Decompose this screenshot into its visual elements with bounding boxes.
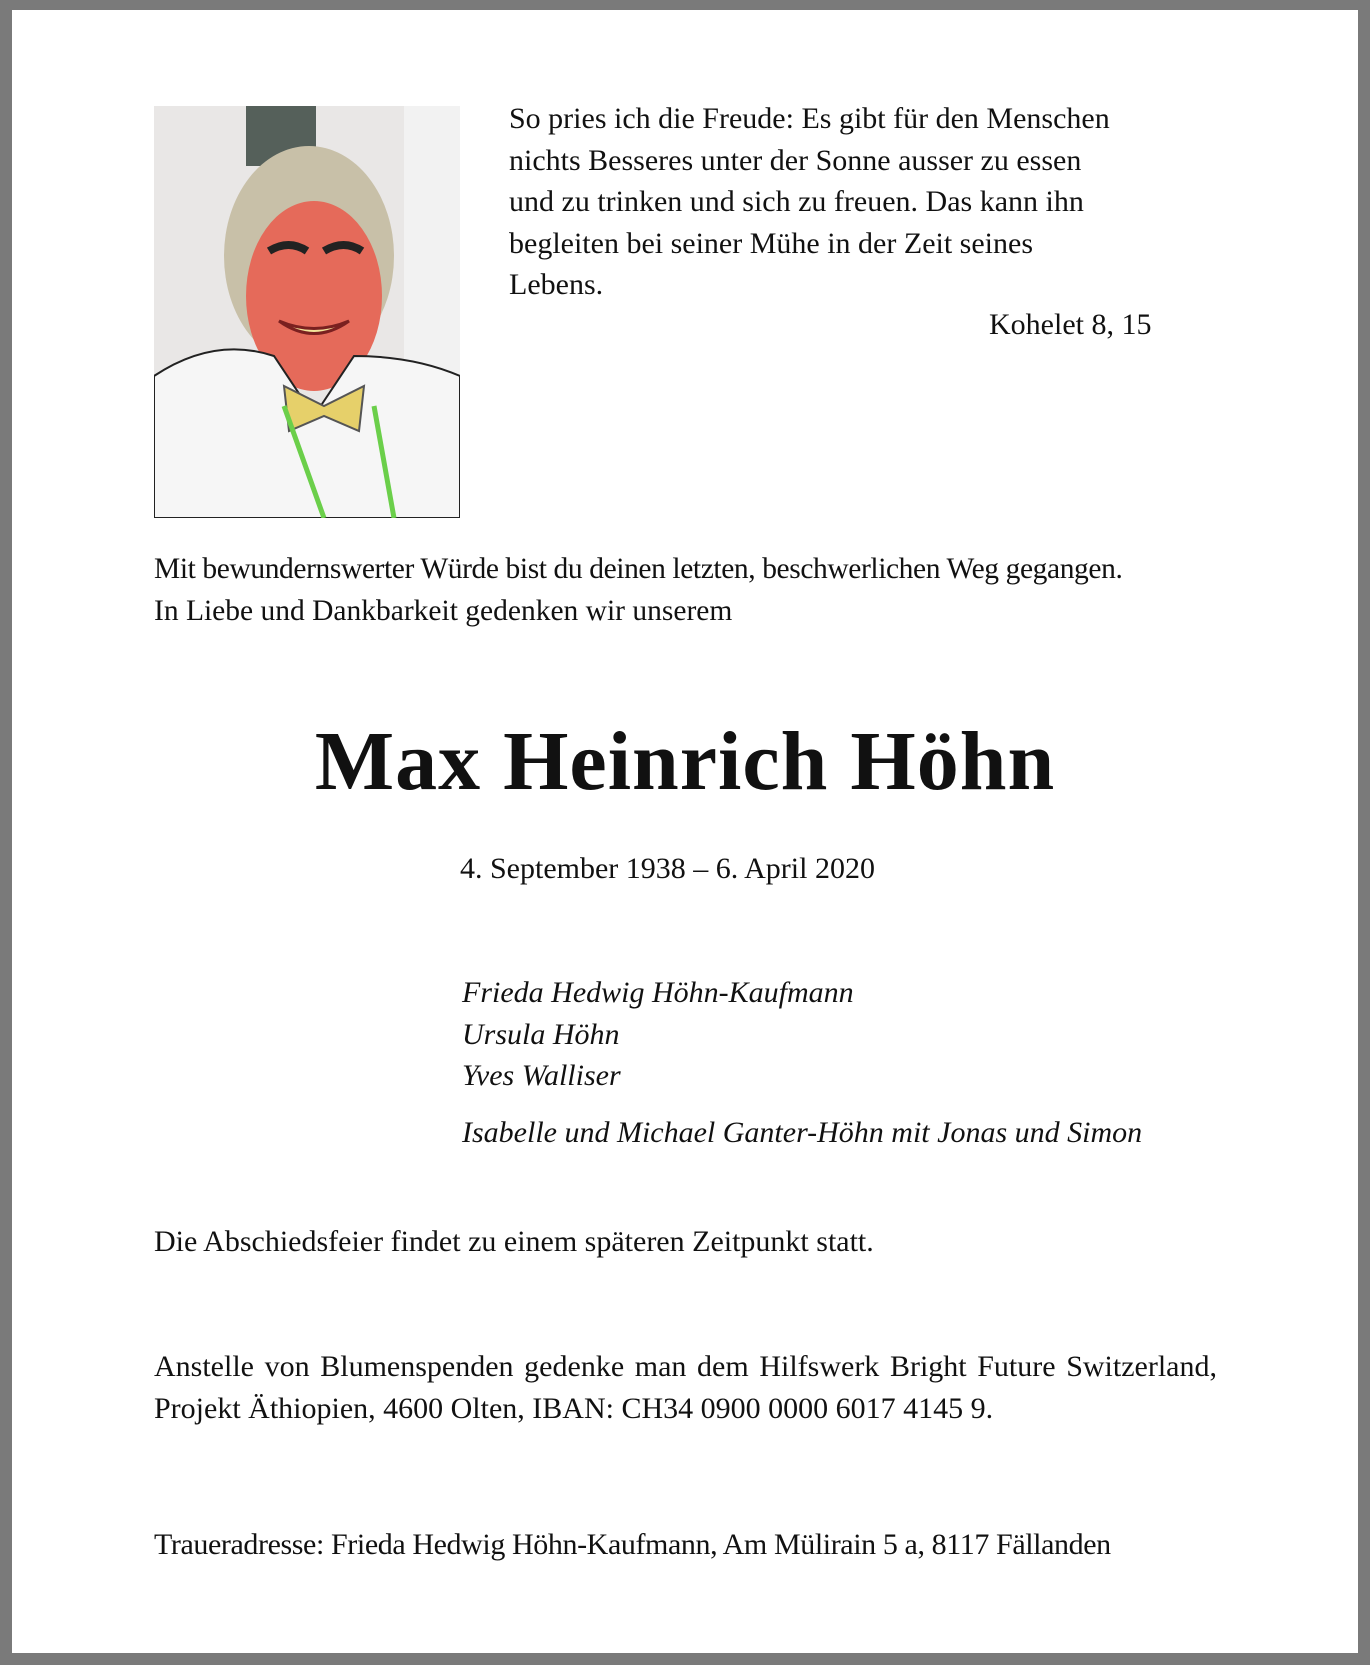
quote-line: So pries ich die Freude: Es gibt für den Menschen bbox=[509, 102, 1110, 135]
mourner: Ursula Höhn bbox=[462, 1017, 620, 1051]
donation-notice: Anstelle von Blumenspenden gedenke man dem Hilfswerk Bright Future Switzerland, Projekt Äthiopien, 4600 Olten, IBAN: CH34 0900 0000 6017 4145 9. bbox=[154, 1350, 1217, 1425]
farewell-notice: Die Abschiedsfeier findet zu einem späteren Zeitpunkt statt. bbox=[154, 1225, 874, 1258]
quote-line: nichts Besseres unter der Sonne ausser zu essen bbox=[509, 143, 1082, 177]
mourner: Isabelle und Michael Ganter-Höhn mit Jonas und Simon bbox=[462, 1115, 1143, 1149]
quote-reference: Kohelet 8, 15 bbox=[989, 308, 1152, 341]
mourner: Frieda Hedwig Höhn-Kaufmann bbox=[462, 976, 854, 1009]
life-dates: 4. September 1938 – 6. April 2020 bbox=[460, 852, 875, 885]
deceased-name: Max Heinrich Höhn bbox=[314, 715, 1056, 808]
mourner: Yves Walliser bbox=[462, 1059, 621, 1092]
portrait-photo bbox=[154, 106, 460, 518]
quote-line: begleiten bei seiner Mühe in der Zeit seines bbox=[509, 226, 1033, 260]
quote-line: und zu trinken und sich zu freuen. Das kann ihn bbox=[509, 185, 1084, 218]
quote-line: Lebens. bbox=[509, 268, 604, 301]
intro-line: Mit bewundernswerter Würde bist du deinen letzten, beschwerlichen Weg gegangen. bbox=[154, 553, 1123, 585]
intro-text bbox=[154, 549, 1217, 632]
intro-line: In Liebe und Dankbarkeit gedenken wir unserem bbox=[154, 594, 733, 627]
bible-quote bbox=[509, 98, 1110, 306]
mourning-address: Traueradresse: Frieda Hedwig Höhn-Kaufmann, Am Mülirain 5 a, 8117 Fällanden bbox=[154, 1528, 1111, 1561]
mourners-list bbox=[462, 972, 1142, 1153]
